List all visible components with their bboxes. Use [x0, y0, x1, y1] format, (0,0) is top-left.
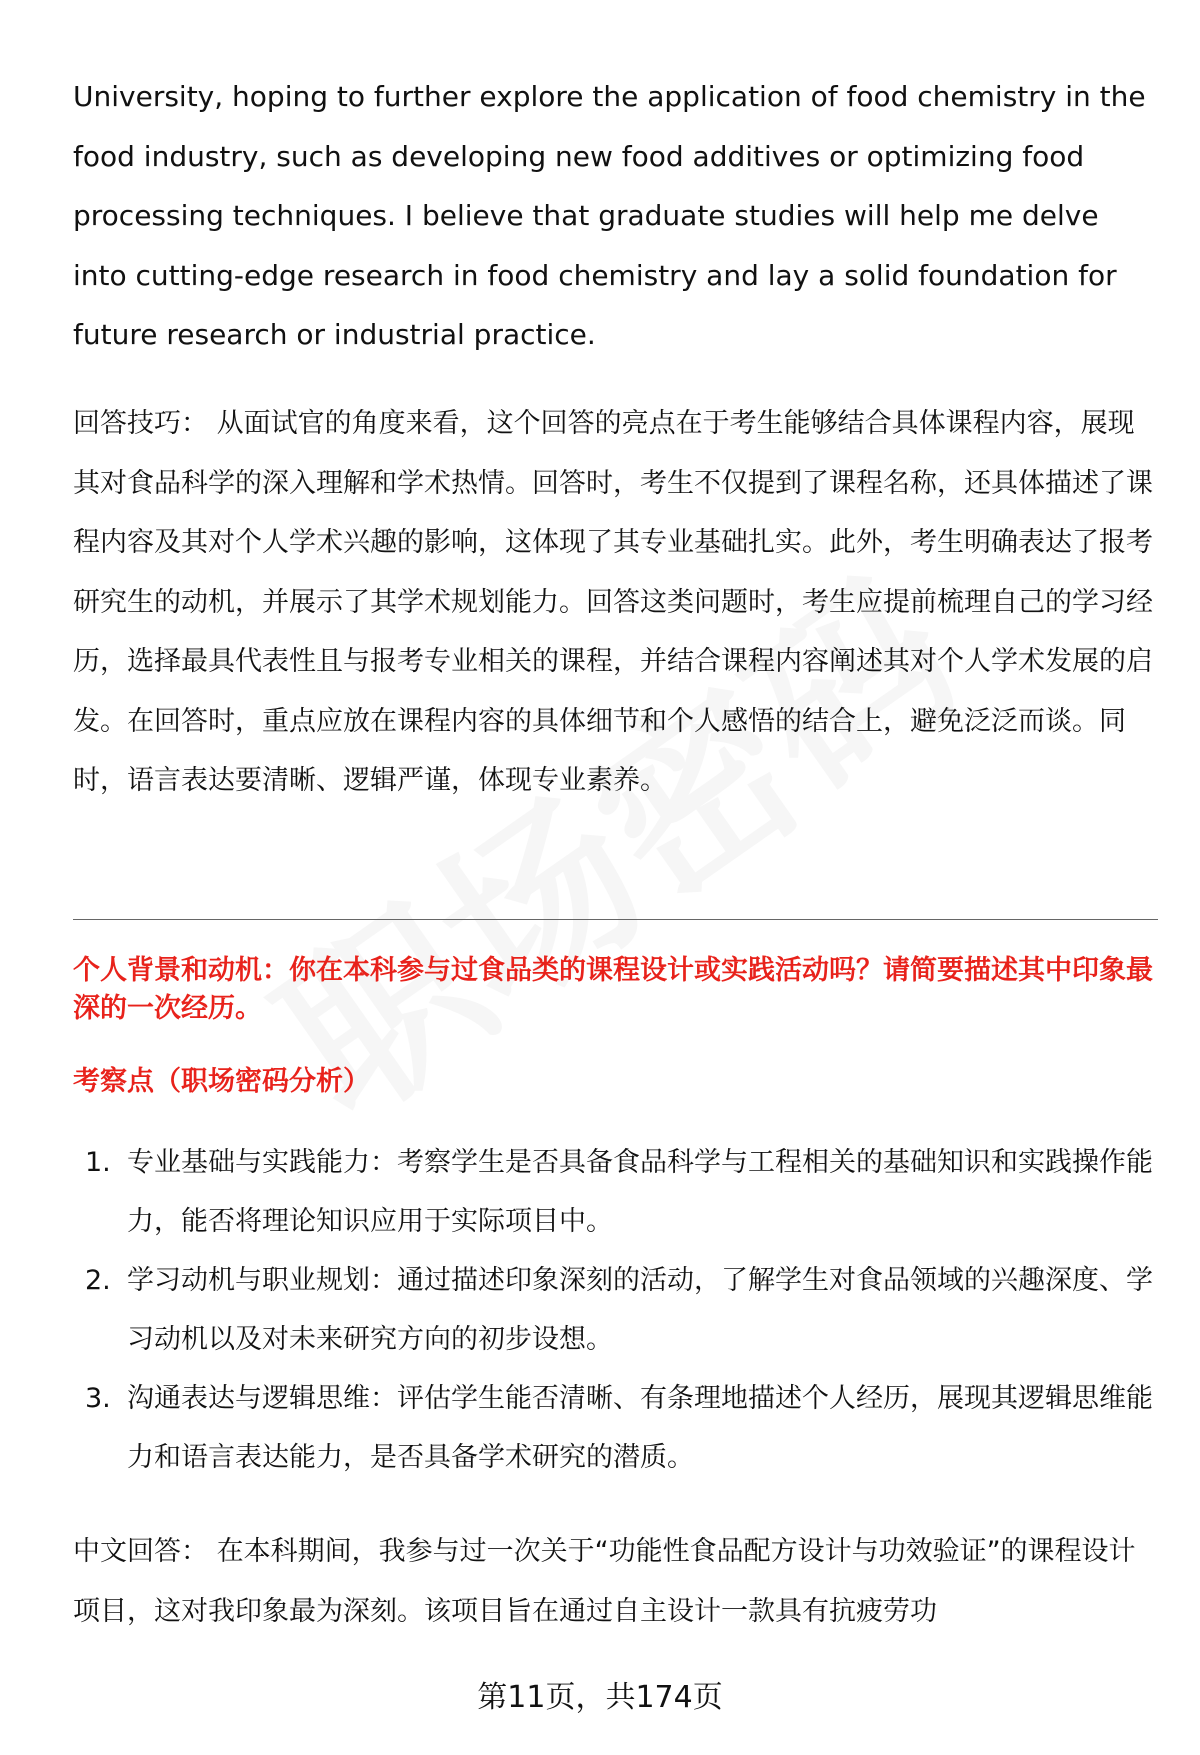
- intro-english-paragraph: University, hoping to further explore the application of food chemistry in the food industry, such as developing new food additives or optimizing food processing techniques. I believe that graduate studies will help me delve into cutting-edge research in food chemistry and lay a solid foundation for future research or industrial practice.: [73, 80, 1146, 351]
- question-heading: 个人背景和动机：你在本科参与过食品类的课程设计或实践活动吗？请简要描述其中印象最深的一次经历。: [73, 955, 1153, 1024]
- list-number: 3.: [85, 1383, 111, 1414]
- list-text: 专业基础与实践能力：考察学生是否具备食品科学与工程相关的基础知识和实践操作能力，能否将理论知识应用于实际项目中。: [127, 1147, 1153, 1237]
- list-number: 1.: [85, 1147, 111, 1178]
- answer-tip-paragraph: [73, 394, 1158, 811]
- answer-text: 在本科期间，我参与过一次关于“功能性食品配方设计与功效验证”的课程设计项目，这对我印象最为深刻。该项目旨在通过自主设计一款具有抗疲劳功: [73, 1536, 1136, 1627]
- list-item: [73, 1251, 1158, 1369]
- analysis-points-list: [73, 1133, 1158, 1487]
- page-number: 第11页，共174页: [477, 1680, 723, 1715]
- list-item: [73, 1133, 1158, 1251]
- list-item: [73, 1369, 1158, 1487]
- chinese-answer-paragraph: [73, 1522, 1158, 1641]
- divider: [73, 919, 1158, 920]
- list-text: 学习动机与职业规划：通过描述印象深刻的活动，了解学生对食品领域的兴趣深度、学习动机以及对未来研究方向的初步设想。: [127, 1265, 1153, 1355]
- tip-label: 回答技巧：: [73, 408, 208, 439]
- list-number: 2.: [85, 1265, 111, 1296]
- list-text: 沟通表达与逻辑思维：评估学生能否清晰、有条理地描述个人经历，展现其逻辑思维能力和语言表达能力，是否具备学术研究的潜质。: [127, 1383, 1153, 1473]
- tip-text: 从面试官的角度来看，这个回答的亮点在于考生能够结合具体课程内容，展现其对食品科学的深入理解和学术热情。回答时，考生不仅提到了课程名称，还具体描述了课程内容及其对个人学术兴趣的影响，这体现了其专业基础扎实。此外，考生明确表达了报考研究生的动机，并展示了其学术规划能力。回答这类问题时，考生应提前梳理自己的学习经历，选择最具代表性且与报考专业相关的课程，并结合课程内容阐述其对个人学术发展的启发。在回答时，重点应放在课程内容的具体细节和个人感悟的结合上，避免泛泛而谈。同时，语言表达要清晰、逻辑严谨，体现专业素养。: [73, 408, 1153, 796]
- analysis-heading: 考察点（职场密码分析）: [73, 1066, 370, 1097]
- answer-label: 中文回答：: [73, 1536, 208, 1567]
